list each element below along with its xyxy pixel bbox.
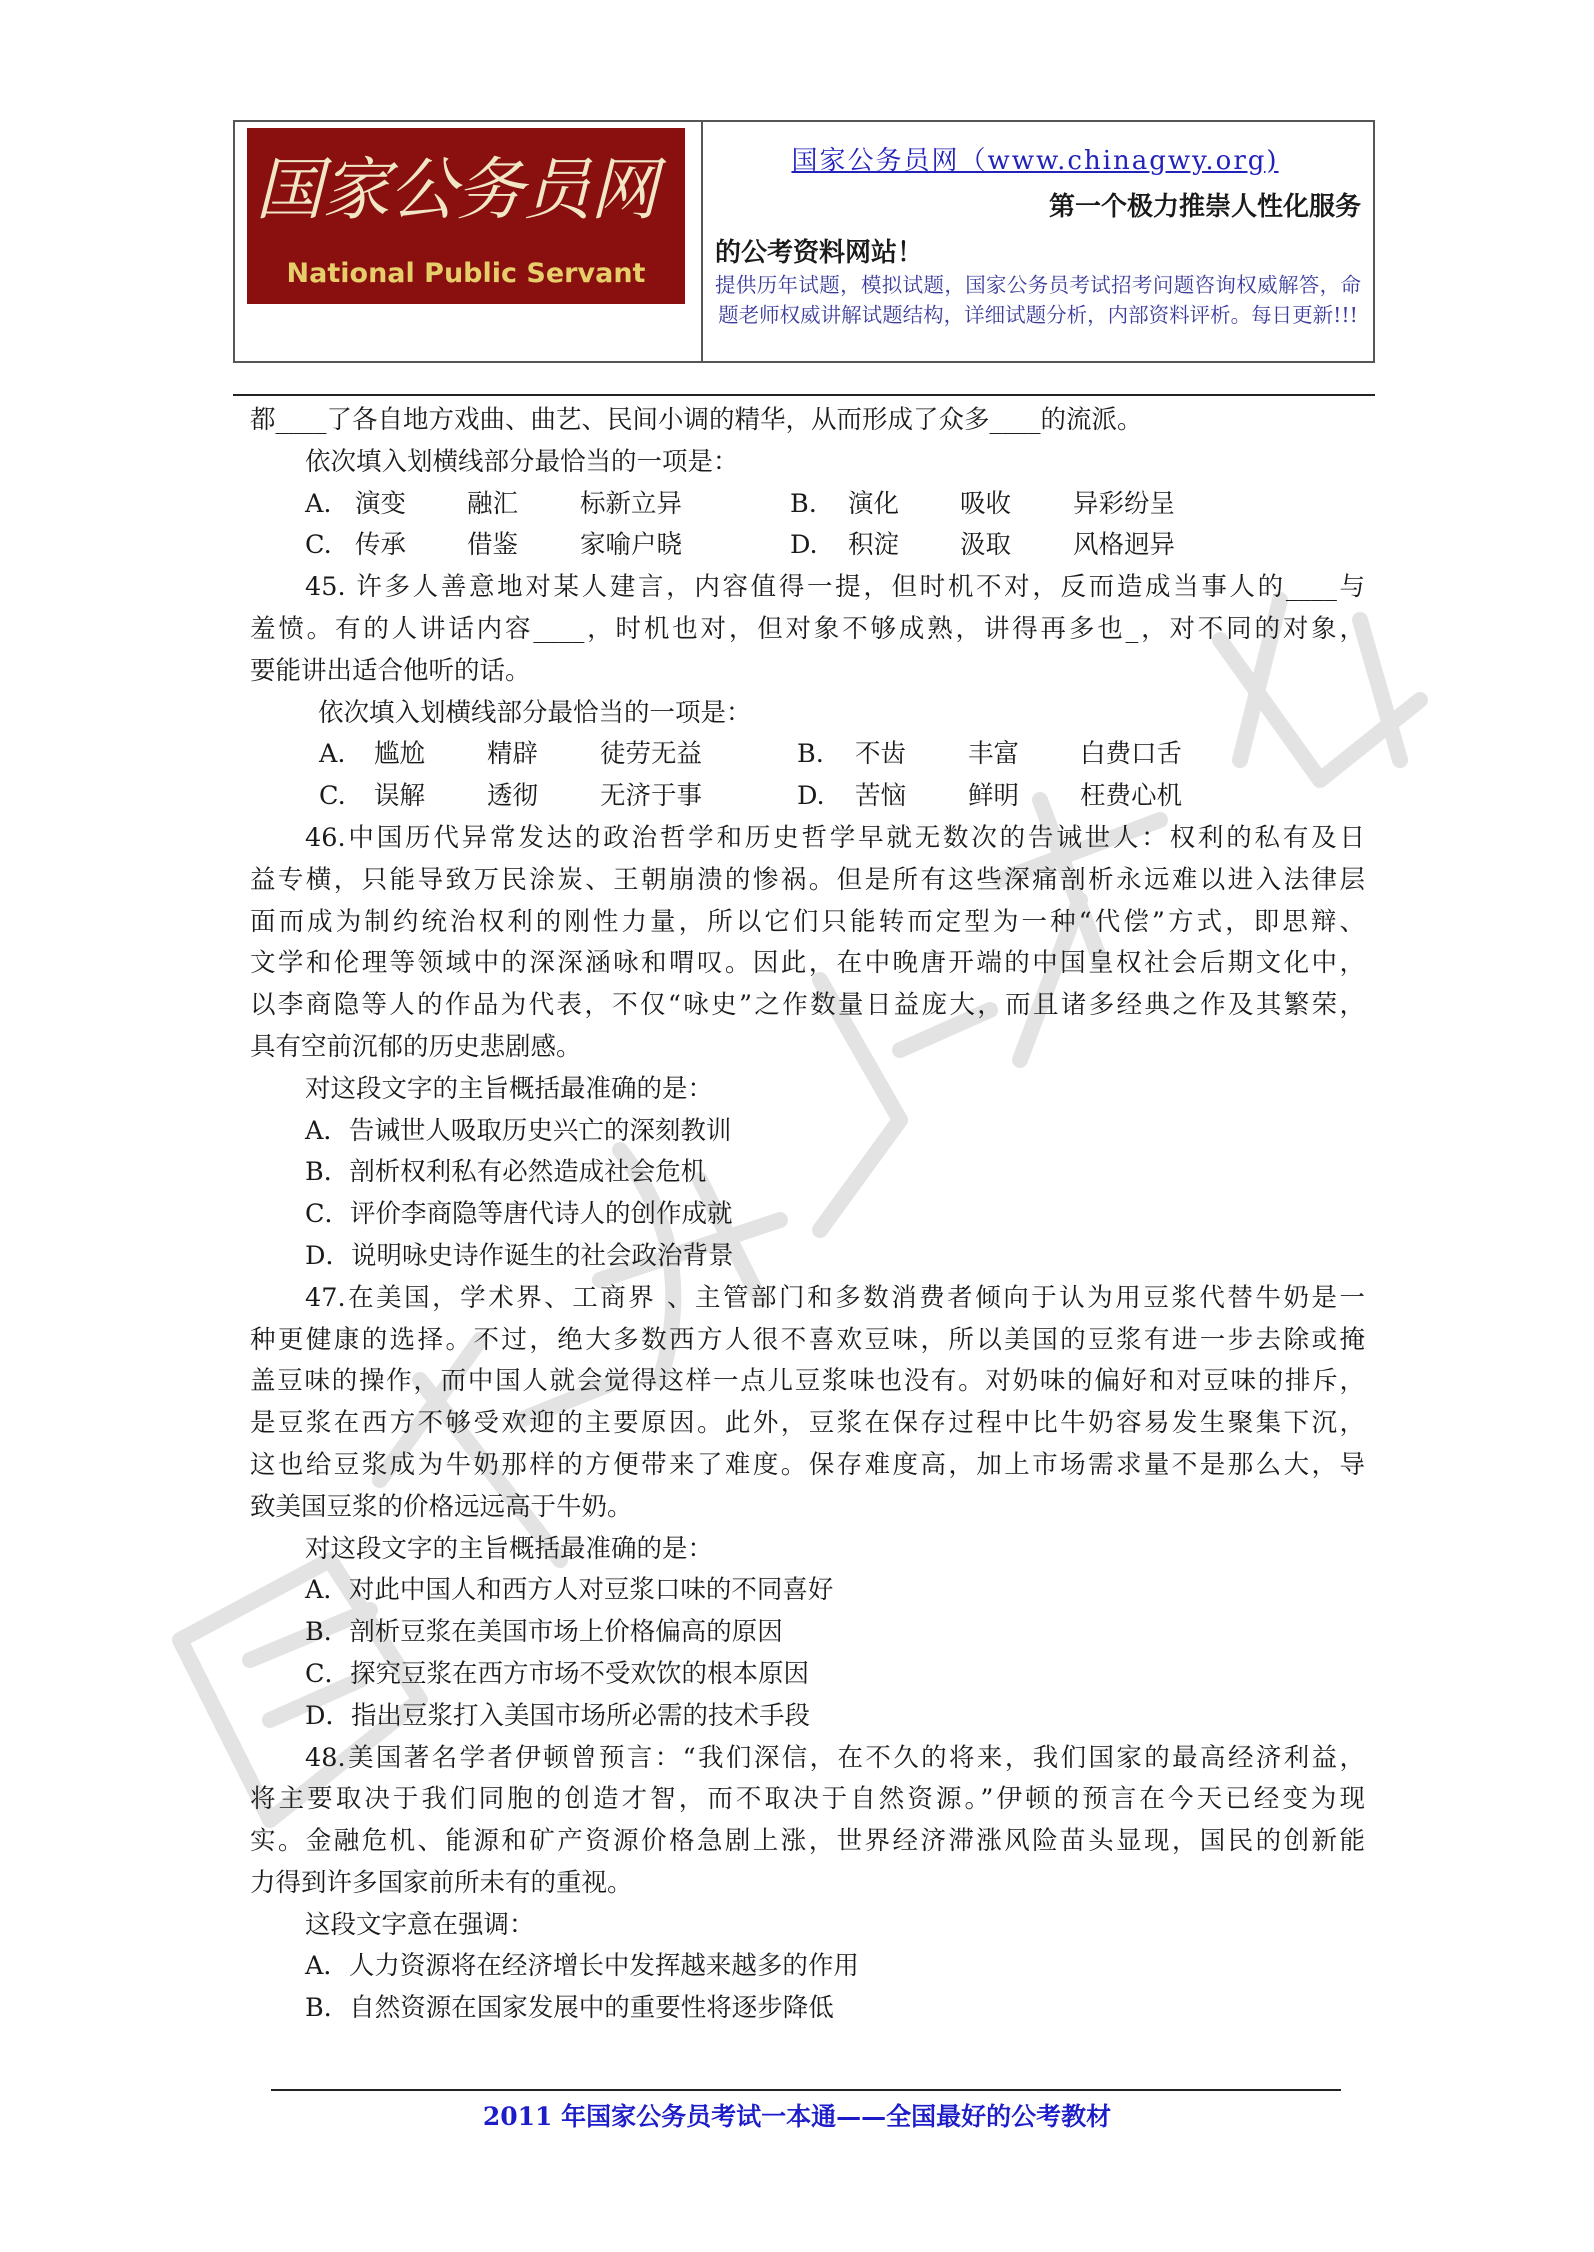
- text-line: 45. 许多人善意地对某人建言，内容值得一提，但时机不对，反而造成当事人的____与: [305, 572, 1365, 603]
- header-info: [705, 122, 1365, 361]
- option-word: 风格迥异: [1073, 530, 1176, 561]
- option-word: 误解: [374, 781, 426, 812]
- option-row: [250, 776, 1365, 818]
- logo-calligraphy: 国家公务员网: [255, 151, 658, 230]
- text-line: 具有空前沉郁的历史悲剧感。: [250, 1031, 582, 1062]
- text-line: 依次填入划横线部分最恰当的一项是：: [305, 446, 739, 477]
- option-word: 枉费心机: [1080, 781, 1183, 812]
- option-word: 演化: [848, 488, 900, 519]
- option-word: 标新立异: [580, 488, 683, 519]
- text-line: B．自然资源在国家发展中的重要性将逐步降低: [305, 1993, 834, 2024]
- text-line: 面而成为制约统治权利的刚性力量，所以它们只能转而定型为一种“代偿”方式，即思辩、: [250, 906, 1365, 937]
- option-word: 尴尬: [374, 739, 426, 770]
- option-word: 不齿: [855, 739, 907, 770]
- top-divider: [233, 394, 1375, 396]
- text-line: 益专横，只能导致万民涂炭、王朝崩溃的惨祸。但是所有这些深痛剖析永远难以进入法律层: [250, 864, 1365, 895]
- option-word: 汲取: [960, 530, 1012, 561]
- text-line: B．剖析权利私有必然造成社会危机: [305, 1157, 707, 1188]
- option-letter: D.: [797, 781, 825, 812]
- option-word: 丰富: [968, 739, 1020, 770]
- text-line: A．告诫世人吸取历史兴亡的深刻教训: [305, 1115, 732, 1146]
- text-line: 48.美国著名学者伊顿曾预言：“我们深信，在不久的将来，我们国家的最高经济利益，: [305, 1742, 1365, 1773]
- text-line: 是豆浆在西方不够受欢迎的主要原因。此外，豆浆在保存过程中比牛奶容易发生聚集下沉，: [250, 1408, 1365, 1439]
- text-line: 要能讲出适合他听的话。: [250, 655, 531, 686]
- text-line: 力得到许多国家前所未有的重视。: [250, 1867, 633, 1898]
- option-letter: A.: [305, 488, 332, 519]
- text-line: 都____了各自地方戏曲、曲艺、民间小调的精华，从而形成了众多____的流派。: [250, 405, 1143, 435]
- text-line: 盖豆味的操作，而中国人就会觉得这样一点儿豆浆味也没有。对奶味的偏好和对豆味的排斥，: [250, 1366, 1365, 1397]
- text-line: 这也给豆浆成为牛奶那样的方便带来了难度。保存难度高，加上市场需求量不是那么大，导: [250, 1449, 1365, 1480]
- text-line: 46.中国历代异常发达的政治哲学和历史哲学早就无数次的告诫世人：权利的私有及日: [305, 822, 1365, 853]
- page-footer: 2011 年国家公务员考试一本通——全国最好的公考教材: [482, 2102, 1112, 2131]
- option-word: 白费口舌: [1080, 739, 1183, 770]
- option-word: 异彩纷呈: [1073, 488, 1176, 519]
- text-line: 对这段文字的主旨概括最准确的是：: [305, 1073, 714, 1104]
- option-row: [250, 525, 1365, 567]
- slogan-line-2: 的公考资料网站！: [715, 238, 924, 268]
- site-link[interactable]: 国家公务员网（www.chinagwy.org): [791, 146, 1279, 176]
- text-line: 对这段文字的主旨概括最准确的是：: [305, 1533, 714, 1564]
- text-line: 实。金融危机、能源和矿产资源价格急剧上涨，世界经济滞涨风险苗头显现，国民的创新能: [250, 1826, 1365, 1857]
- option-word: 家喻户晓: [580, 530, 683, 561]
- option-word: 鲜明: [968, 781, 1020, 812]
- document-body: [250, 400, 1365, 2030]
- text-line: 文学和伦理等领域中的深深涵咏和喟叹。因此，在中晚唐开端的中国皇权社会后期文化中，: [250, 948, 1365, 979]
- text-line: 将主要取决于我们同胞的创造才智，而不取决于自然资源。”伊顿的预言在今天已经变为现: [250, 1784, 1365, 1815]
- option-word: 融汇: [467, 488, 519, 519]
- option-word: 演变: [355, 488, 407, 519]
- option-word: 精辟: [487, 739, 539, 770]
- text-line: B．剖析豆浆在美国市场上价格偏高的原因: [305, 1617, 783, 1648]
- option-letter: C.: [305, 530, 332, 561]
- text-line: A．对此中国人和西方人对豆浆口味的不同喜好: [305, 1575, 834, 1606]
- option-row: [250, 484, 1365, 526]
- option-word: 借鉴: [467, 530, 519, 561]
- text-line: 羞愤。有的人讲话内容____，时机也对，但对象不够成熟，讲得再多也_，对不同的对象，: [250, 613, 1365, 644]
- option-word: 透彻: [487, 781, 539, 812]
- site-logo: [247, 128, 685, 304]
- option-row: [250, 734, 1365, 776]
- slogan-line-1: 第一个极力推崇人性化服务: [1048, 192, 1361, 222]
- option-letter: B.: [790, 488, 817, 519]
- text-line: 以李商隐等人的作品为代表，不仅“咏史”之作数量日益庞大，而且诸多经典之作及其繁荣，: [250, 990, 1365, 1021]
- text-line: 种更健康的选择。不过，绝大多数西方人很不喜欢豆味，所以美国的豆浆有进一步去除或掩: [250, 1324, 1365, 1355]
- text-line: D．指出豆浆打入美国市场所必需的技术手段: [305, 1700, 810, 1731]
- option-word: 吸收: [960, 488, 1012, 519]
- text-line: C．评价李商隐等唐代诗人的创作成就: [305, 1199, 733, 1230]
- text-line: 这段文字意在强调：: [305, 1909, 535, 1940]
- text-line: 47.在美国，学术界、工商界 、主管部门和多数消费者倾向于认为用豆浆代替牛奶是一: [305, 1282, 1365, 1313]
- option-letter: B.: [797, 739, 824, 770]
- option-word: 传承: [355, 530, 407, 561]
- text-line: 致美国豆浆的价格远远高于牛奶。: [250, 1491, 633, 1522]
- text-line: 依次填入划横线部分最恰当的一项是：: [318, 697, 752, 728]
- footer-divider: [271, 2089, 1341, 2091]
- text-line: C．探究豆浆在西方市场不受欢饮的根本原因: [305, 1658, 810, 1689]
- text-line: A．人力资源将在经济增长中发挥越来越多的作用: [305, 1951, 859, 1982]
- header-divider: [701, 122, 703, 361]
- option-word: 苦恼: [855, 781, 907, 812]
- option-letter: D.: [790, 530, 818, 561]
- option-letter: C.: [319, 781, 346, 812]
- option-word: 徒劳无益: [600, 739, 703, 770]
- text-line: D．说明咏史诗作诞生的社会政治背景: [305, 1240, 734, 1271]
- site-description: 提供历年试题，模拟试题，国家公务员考试招考问题咨询权威解答，命题老师权威讲解试题结构，详细试题分析，内部资料评析。每日更新!!!: [715, 273, 1361, 327]
- header-banner: [233, 120, 1375, 363]
- logo-english: National Public Servant: [286, 258, 646, 289]
- option-word: 积淀: [848, 530, 900, 561]
- option-word: 无济于事: [600, 781, 703, 812]
- option-letter: A.: [319, 739, 346, 770]
